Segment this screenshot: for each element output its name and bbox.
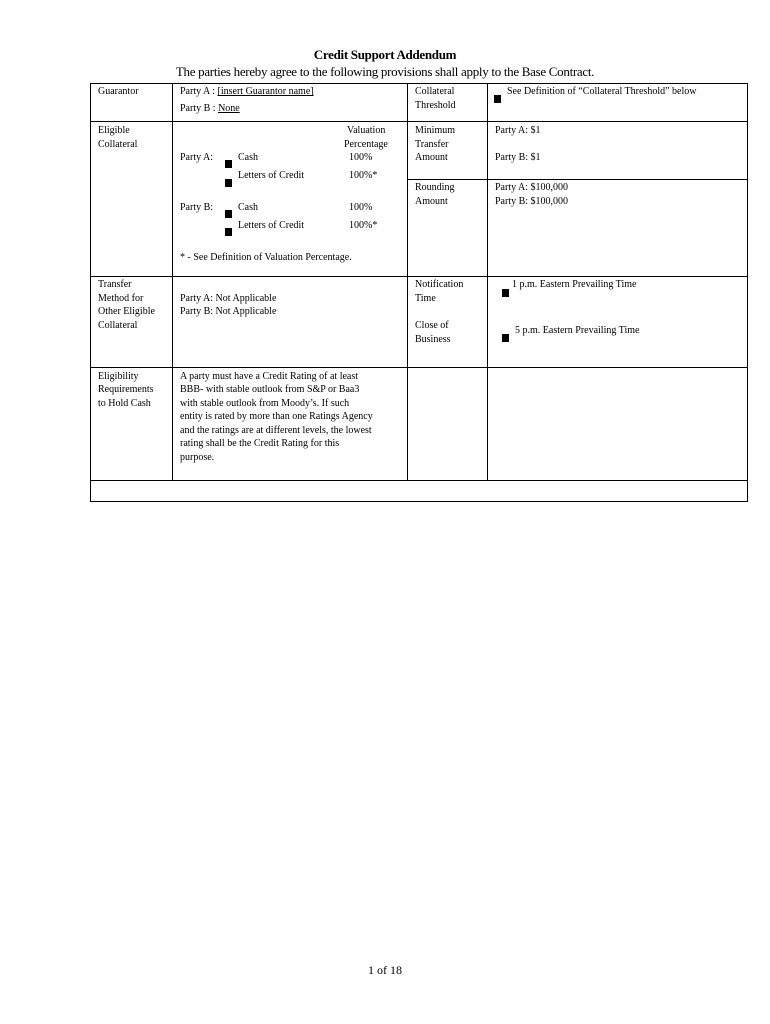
transfer-method-label-1: Transfer [98, 279, 132, 290]
minimum-transfer-party-b: Party B: $1 [495, 152, 541, 163]
checkbox-icon [225, 210, 232, 218]
eligible-footnote: * - See Definition of Valuation Percentage. [180, 252, 352, 263]
eligible-collateral-label-1: Eligible [98, 125, 130, 136]
guarantor-party-b-prefix: Party B : [180, 103, 219, 114]
minimum-transfer-label-2: Transfer [415, 139, 449, 150]
eligible-item-pct: 100% [349, 202, 373, 213]
eligible-item-pct: 100%* [349, 170, 378, 181]
eligibility-label-2: Requirements [98, 384, 154, 395]
rounding-label-1: Rounding [415, 182, 455, 193]
table-hline-1 [91, 121, 747, 122]
eligible-collateral-label-2: Collateral [98, 139, 138, 150]
eligibility-text-line: rating shall be the Credit Rating for this [180, 438, 340, 449]
eligible-item-name: Cash [238, 202, 258, 213]
collateral-threshold-value: See Definition of “Collateral Threshold” below [507, 86, 697, 97]
table-hline-2 [91, 276, 747, 277]
close-of-business-value: 5 p.m. Eastern Prevailing Time [515, 325, 640, 336]
rounding-label-2: Amount [415, 196, 448, 207]
eligibility-label-1: Eligibility [98, 371, 139, 382]
table-vline-1 [172, 84, 173, 480]
document-subtitle: The parties hereby agree to the following provisions shall apply to the Base Contract. [175, 64, 595, 79]
valuation-header-2: Percentage [344, 139, 388, 150]
eligibility-text-line: entity is rated by more than one Ratings Agency [180, 411, 373, 422]
transfer-method-party-b: Party B: Not Applicable [180, 306, 277, 317]
credit-support-table [90, 83, 748, 502]
collateral-threshold-label-1: Collateral [415, 86, 455, 97]
eligible-item-name: Letters of Credit [238, 220, 305, 231]
eligibility-text-line: and the ratings are at different levels, the lowest [180, 425, 372, 436]
checkbox-icon [225, 228, 232, 236]
guarantor-party-b [180, 102, 368, 116]
transfer-method-party-a: Party A: Not Applicable [180, 293, 277, 304]
eligible-item-pct: 100% [349, 152, 373, 163]
rounding-party-b: Party B: $100,000 [495, 196, 569, 207]
eligible-party-a-label: Party A: [180, 152, 214, 163]
table-hline-3 [91, 367, 747, 368]
document-title: Credit Support Addendum [313, 47, 457, 62]
valuation-header-1: Valuation [347, 125, 386, 136]
notification-time-label-1: Notification [415, 279, 464, 290]
table-hline-4 [91, 480, 747, 481]
checkbox-icon [502, 289, 509, 297]
eligibility-text-line: with stable outlook from Moody’s. If such [180, 398, 350, 409]
checkbox-icon [225, 160, 232, 168]
notification-time-label-2: Time [415, 293, 436, 304]
transfer-method-label-3: Other Eligible [98, 306, 155, 317]
guarantor-party-a-prefix: Party A : [180, 86, 218, 97]
eligible-item-pct: 100%* [349, 220, 378, 231]
checkbox-icon [225, 179, 232, 187]
checkbox-icon [502, 334, 509, 342]
eligibility-text-line: purpose. [180, 452, 215, 463]
close-of-business-label-1: Close of [415, 320, 449, 331]
table-hline-rounding [407, 179, 747, 180]
table-vline-2 [407, 84, 408, 480]
transfer-method-label-2: Method for [98, 293, 144, 304]
eligibility-text-line: A party must have a Credit Rating of at least [180, 371, 359, 382]
rounding-party-a: Party A: $100,000 [495, 182, 569, 193]
guarantor-party-a [180, 85, 314, 99]
transfer-method-label-4: Collateral [98, 320, 138, 331]
guarantor-label: Guarantor [98, 86, 139, 97]
eligibility-text-line: BBB- with stable outlook from S&P or Baa3 [180, 384, 360, 395]
page-number: 1 of 18 [368, 963, 402, 977]
minimum-transfer-label-1: Minimum [415, 125, 456, 136]
guarantor-party-b-value: None [218, 103, 240, 114]
table-vline-3 [487, 84, 488, 480]
collateral-threshold-label-2: Threshold [415, 100, 456, 111]
eligible-item-name: Letters of Credit [238, 170, 305, 181]
eligibility-label-3: to Hold Cash [98, 398, 151, 409]
eligible-party-b-label: Party B: [180, 202, 214, 213]
close-of-business-label-2: Business [415, 334, 451, 345]
minimum-transfer-party-a: Party A: $1 [495, 125, 541, 136]
minimum-transfer-label-3: Amount [415, 152, 448, 163]
checkbox-icon [494, 95, 501, 103]
eligible-item-name: Cash [238, 152, 258, 163]
notification-time-value: 1 p.m. Eastern Prevailing Time [512, 279, 637, 290]
guarantor-party-a-value: [insert Guarantor name] [217, 86, 314, 97]
